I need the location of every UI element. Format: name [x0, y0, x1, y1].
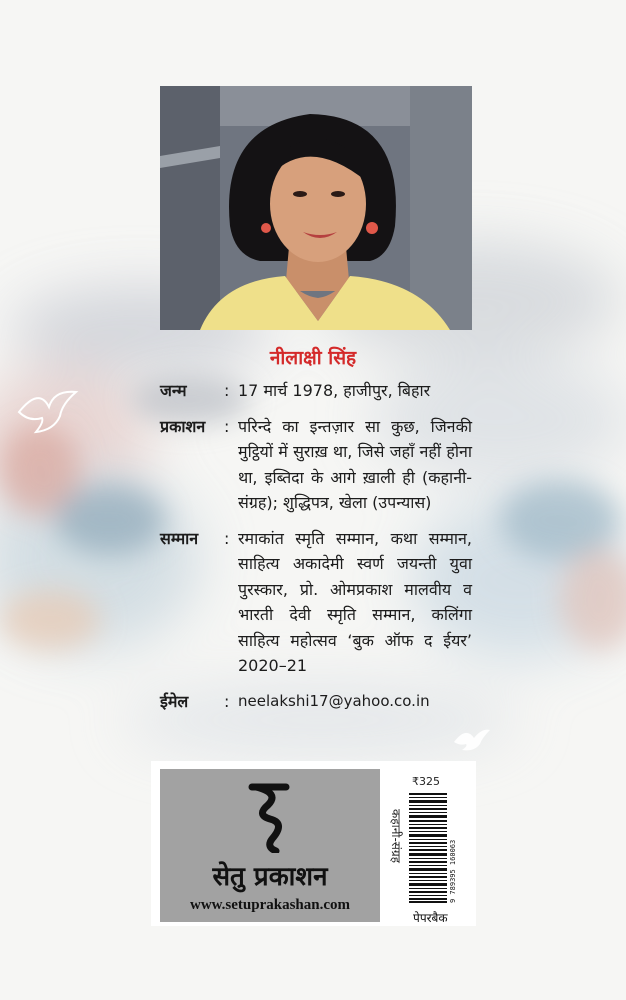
bio-row-publications — [160, 414, 472, 516]
email-value: neelakshi17@yahoo.co.in — [238, 691, 430, 710]
awards-label: सम्मान — [160, 528, 199, 548]
author-photo — [160, 86, 472, 330]
author-bio — [160, 378, 472, 724]
author-name: नीलाक्षी सिंह — [269, 347, 357, 369]
publications-value: परिन्दे का इन्तज़ार सा कुछ, जिनकी मुट्ठियों में सुराख़ था, जिसे जहाँ नहीं होना था, इब्तिदा के आगे ख़ाली ही (कहानी-संग्रह); शुद्धिपत्र, खेला (उपन्यास) — [238, 416, 472, 512]
publisher-logo-box — [160, 769, 380, 922]
bio-row-birth — [160, 378, 472, 404]
separator: : — [224, 528, 230, 548]
bird-left-icon — [14, 382, 84, 442]
isbn-number: 9 789395 160063 — [449, 839, 457, 903]
publications-label: प्रकाशन — [160, 416, 206, 436]
bird-right-icon — [452, 724, 492, 754]
awards-value: रमाकांत स्मृति सम्मान, कथा सम्मान, साहित्य अकादेमी स्वर्ण जयन्ती युवा पुरस्कार, प्रो. ओमप्रकाश मालवीय व भारती देवी स्मृति सम्मान, कलिंगा साहित्य महोत्सव ‘बुक ऑफ द ईयर’ 2020–21 — [238, 528, 472, 675]
email-label: ईमेल — [160, 691, 189, 711]
book-price: ₹325 — [412, 775, 440, 788]
birth-value: 17 मार्च 1978, हाजीपुर, बिहार — [238, 381, 431, 400]
birth-label: जन्म — [160, 381, 187, 400]
bio-row-email — [160, 689, 472, 715]
separator: : — [224, 381, 230, 400]
book-binding: पेपरबैक — [413, 911, 448, 925]
separator: : — [224, 416, 230, 436]
publisher-panel — [151, 761, 476, 926]
bio-row-awards — [160, 526, 472, 679]
book-genre: कहानी-संग्रह — [389, 809, 403, 864]
publisher-name: सेतु प्रकाशन — [212, 862, 328, 892]
publisher-url: www.setuprakashan.com — [189, 897, 351, 913]
publisher-logo-icon — [246, 781, 294, 853]
separator: : — [224, 691, 230, 711]
